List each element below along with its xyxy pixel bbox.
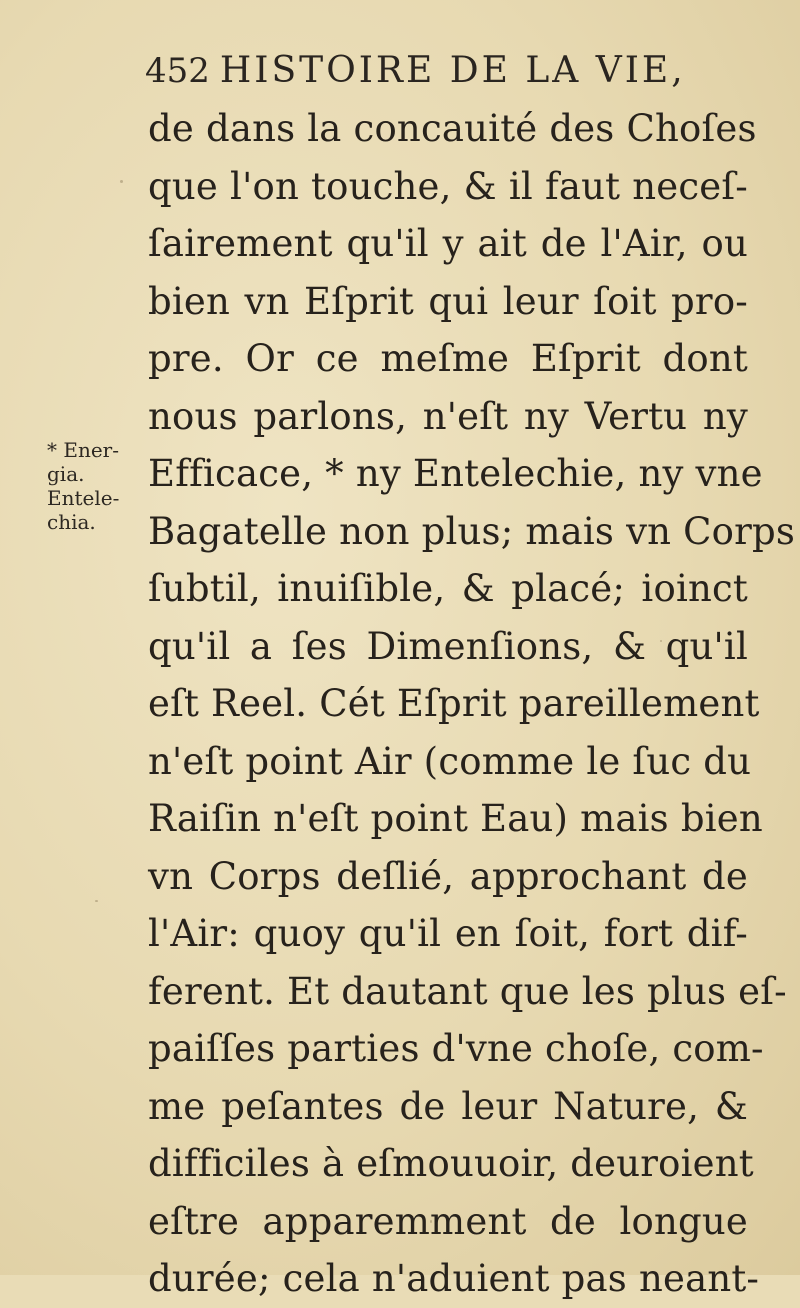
text-line: paiſſes parties d'vne choſe, com-: [148, 1027, 764, 1070]
text-line: eſt Reel. Cét Eſprit pareillement: [148, 682, 760, 725]
text-line: ſubtil, inuiſible, & placé; ioinct: [148, 567, 748, 610]
text-line: pre. Or ce meſme Eſprit dont: [148, 337, 748, 380]
text-line: qu'il a ſes Dimenſions, & qu'il: [148, 624, 748, 668]
margin-note-line: gia.: [47, 462, 85, 486]
margin-note-line: Entele-: [47, 486, 120, 510]
text-line: nous parlons, n'eſt ny Vertu ny: [148, 394, 748, 438]
text-line: eſtre apparemment de longue: [148, 1199, 748, 1243]
text-line: ſairement qu'il y ait de l'Air, ou: [148, 222, 748, 265]
text-line: n'eſt point Air (comme le ſuc du: [148, 739, 752, 783]
running-title: HISTOIRE DE LA VIE,: [219, 50, 686, 91]
margin-note-line: * Ener-: [47, 438, 119, 462]
margin-note-line: chia.: [47, 510, 96, 534]
text-line: durée; cela n'aduient pas neant-: [148, 1257, 760, 1300]
margin-note: [47, 438, 137, 534]
paper-speck: [430, 1220, 432, 1223]
running-header: [145, 50, 705, 106]
text-line: difficiles à eſmouuoir, deuroient: [148, 1142, 754, 1185]
text-line: bien vn Eſprit qui leur ſoit pro-: [148, 279, 748, 323]
text-line: me peſantes de leur Nature, &: [148, 1084, 748, 1128]
text-line: Raiſin n'eſt point Eau) mais bien: [148, 797, 763, 840]
text-line: que l'on touche, & il faut neceſ-: [148, 164, 748, 208]
text-line: Bagatelle non plus; mais vn Corps: [148, 509, 796, 553]
text-line: l'Air: quoy qu'il en ſoit, fort dif-: [148, 912, 748, 955]
paper-speck: [120, 180, 123, 183]
text-line: de dans la concauité des Choſes: [148, 107, 757, 150]
text-line: Efficace, * ny Entelechie, ny vne: [148, 452, 763, 495]
text-line: vn Corps deſlié, approchant de: [148, 854, 748, 898]
paper-speck: [660, 640, 662, 642]
paper-speck: [95, 900, 98, 902]
text-line: ferent. Et dautant que les plus eſ-: [148, 969, 787, 1013]
body-text: [148, 100, 796, 1308]
page-number: 452: [145, 51, 210, 91]
